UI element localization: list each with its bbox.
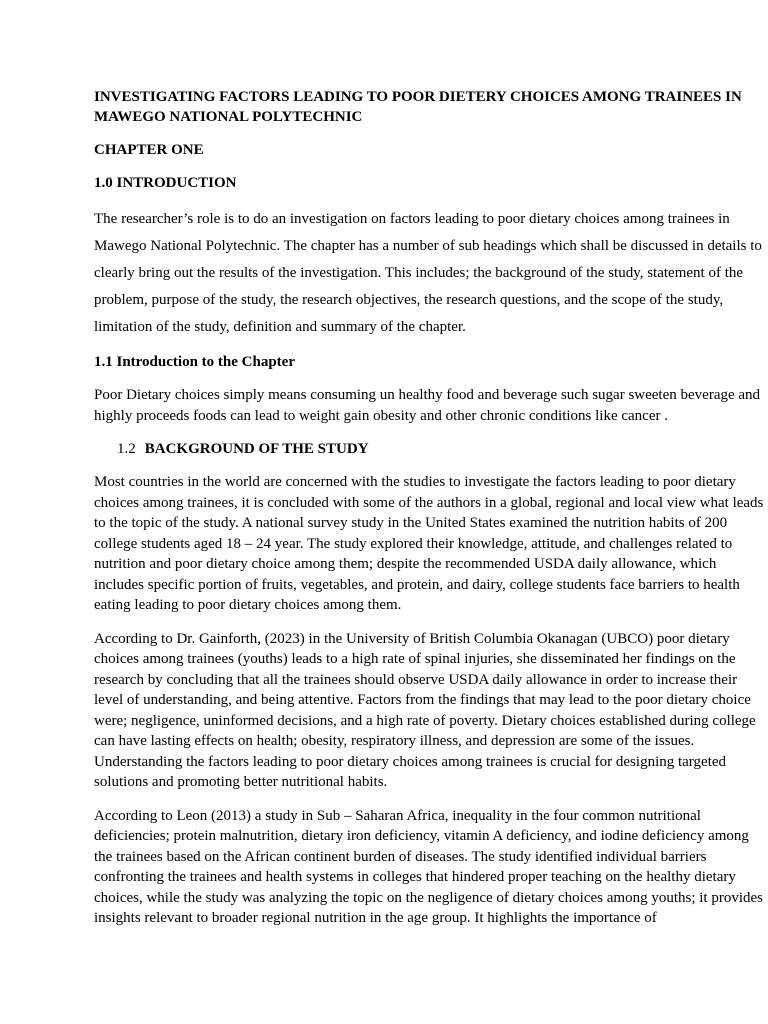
chapter-heading: CHAPTER ONE (94, 142, 204, 158)
section-heading-1-2 (117, 439, 766, 459)
section-number: 1.2 (117, 441, 136, 457)
intro-paragraph: The researcher’s role is to do an investigation on factors leading to poor dietary choices among trainees in Mawego National Polytechnic. The chapter has a number of sub headings which shall be discussed in details to clearly bring out the results of the investigation. This includes; the background of the study, statement of the problem, purpose of the study, the research objectives, the research questions, and the scope of the study, limitation of the study, definition and summary of the chapter. (94, 211, 762, 335)
document-title: INVESTIGATING FACTORS LEADING TO POOR DIETERY CHOICES AMONG TRAINEES IN MAWEGO NATIONAL POLYTECHNIC (94, 89, 742, 125)
background-paragraph: According to Dr. Gainforth, (2023) in the University of British Columbia Okanagan (UBCO) poor dietary choices among trainees (youths) leads to a high rate of spinal injuries, she disseminated her findings on the research by concluding that all the trainees should observe USDA daily allowance in order to increase their level of understanding, and being attentive. Factors from the findings that may lead to the poor dietary choice were; negligence, uninformed decisions, and a high rate of poverty. Dietary choices established during college can have lasting effects on health; obesity, respiratory illness, and depression are some of the issues. Understanding the factors leading to poor dietary choices among trainees is crucial for designing targeted solutions and promoting better nutritional habits. (94, 630, 756, 790)
document-page (94, 87, 766, 942)
background-paragraph: Most countries in the world are concerned with the studies to investigate the factors leading to poor dietary choices among trainees, it is concluded with some of the authors in a global, regional and local view what leads to the topic of the study. A national survey study in the United States examined the nutrition habits of 200 college students aged 18 – 24 year. The study explored their knowledge, attitude, and challenges related to nutrition and poor dietary choice among them; despite the recommended USDA daily allowance, which includes specific portion of fruits, vegetables, and protein, and dairy, college students face barriers to health eating leading to poor dietary choices among them. (94, 474, 764, 613)
paragraph-1-1: Poor Dietary choices simply means consuming un healthy food and beverage such sugar sweeten beverage and highly proceeds foods can lead to weight gain obesity and other chronic conditions like cancer . (94, 387, 761, 424)
background-paragraph: According to Leon (2013) a study in Sub – Saharan Africa, inequality in the four common nutritional deficiencies; protein malnutrition, dietary iron deficiency, vitamin A deficiency, and iodine deficiency among the trainees based on the African continent burden of diseases. The study identified individual barriers confronting the trainees and health systems in colleges that hindered proper teaching on the healthy dietary choices, while the study was analyzing the topic on the negligence of dietary choices among youths; it provides insights relevant to broader regional nutrition in the age group. It highlights the importance of (94, 807, 763, 926)
section-heading-introduction: 1.0 INTRODUCTION (94, 175, 237, 191)
section-title: BACKGROUND OF THE STUDY (144, 441, 369, 457)
section-heading-1-1: 1.1 Introduction to the Chapter (94, 354, 295, 370)
